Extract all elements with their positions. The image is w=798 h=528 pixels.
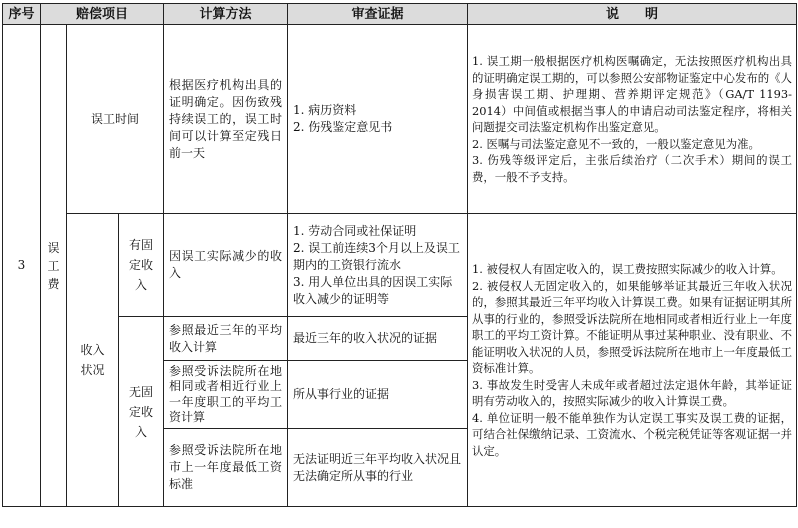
non-fixed-method-2-text: 参照受诉法院所在地相同或者相近行业上一年度职工的平均工资计算	[169, 363, 283, 424]
lost-time-note	[468, 25, 797, 214]
non-fixed-method-3	[164, 429, 288, 507]
non-fixed-evidence-2	[288, 361, 468, 429]
non-fixed-evidence-2-text: 所从事行业的证据	[293, 387, 390, 401]
fixed-income-evidence	[288, 214, 468, 317]
lost-time-method-text: 根据医疗机构出具的证明确定。因伤致残持续误工的，误工时间可以计算至定残日前一天	[169, 77, 283, 160]
lost-time-note-2: 2. 医嘱与司法鉴定意见不一致的，一般以鉴定意见为准。	[472, 136, 760, 151]
lost-time-row	[3, 25, 797, 214]
fixed-income-label-cell	[119, 214, 164, 317]
non-fixed-method-3-text: 参照受诉法院所在地市上一年度最低工资标准	[169, 443, 283, 491]
non-fixed-evidence-3-text: 无法证明近三年平均收入状况且无法确定所从事的行业	[293, 451, 462, 483]
header-evidence: 审查证据	[288, 4, 468, 25]
header-method: 计算方法	[164, 4, 288, 25]
income-note	[468, 214, 797, 507]
lost-time-evidence	[288, 25, 468, 214]
compensation-table	[2, 3, 797, 507]
header-row	[3, 4, 797, 25]
fixed-income-method	[164, 214, 288, 317]
income-label: 收入状况	[80, 343, 105, 377]
header-item: 赔偿项目	[41, 4, 164, 25]
fixed-income-row	[3, 214, 797, 317]
seq-cell	[3, 25, 41, 507]
header-note: 说 明	[468, 4, 797, 25]
non-fixed-evidence-3	[288, 429, 468, 507]
fixed-income-method-text: 因误工实际减少的收入	[169, 249, 283, 280]
lost-time-evidence-2: 2. 伤残鉴定意见书	[293, 120, 393, 134]
fixed-income-label: 有固定收入	[128, 238, 153, 292]
fixed-income-evidence-3: 3. 用人单位出具的因误工实际收入减少的证明等	[293, 274, 453, 306]
income-note-3: 3. 事故发生时受害人未成年或者超过法定退休年龄，其举证证明有劳动收入的，按照实际减少的收入计算误工费。	[472, 377, 793, 408]
lost-time-method	[164, 25, 288, 214]
non-fixed-method-1	[164, 317, 288, 361]
non-fixed-method-2	[164, 361, 288, 429]
income-note-1: 1. 被侵权人有固定收入的，误工费按照实际减少的收入计算。	[472, 262, 783, 276]
non-fixed-evidence-1	[288, 317, 468, 361]
fixed-income-evidence-2: 2. 误工前连续3个月以上及误工期内的工资银行流水	[293, 240, 460, 272]
item-label: 误工费	[47, 240, 60, 291]
fixed-income-evidence-1: 1. 劳动合同或社保证明	[293, 223, 417, 238]
income-note-4: 4. 单位证明一般不能单独作为认定误工事实及误工费的证据，可结合社保缴纳记录、工资流水、个税完税凭证等客观证据一并认定。	[472, 410, 793, 458]
header-seq: 序号	[3, 4, 41, 25]
income-label-cell	[67, 214, 119, 507]
lost-time-label: 误工时间	[91, 111, 140, 126]
lost-time-label-cell	[67, 25, 164, 214]
item-cell	[41, 25, 67, 507]
income-note-2: 2. 被侵权人无固定收入的，如果能够举证其最近三年收入状况的，参照其最近三年平均收入计算误工费。如果有证据证明其所从事的行业的，参照受诉法院所在地相同或者相近行业上一年度职工的平均工资计算。不能证明从事过某种职业、没有职业、不能证明收入状况的人员，参照受诉法院所在地市上一年度最低工资标准计算。	[472, 278, 793, 375]
non-fixed-evidence-1-text: 最近三年的收入状况的证据	[293, 331, 438, 345]
non-fixed-label: 无固定收入	[128, 384, 153, 439]
seq-number: 3	[17, 258, 26, 272]
lost-time-note-1: 1. 误工期一般根据医疗机构医嘱确定，无法按照医疗机构出具的证明确定误工期的，可以参照公安部物证鉴定中心发布的《人身损害误工期、护理期、营养期评定规范》（GA/T 1193-2014）中间值或根据当事人的申请启动司法鉴定程序，将相关问题提交司法鉴定机构作出鉴定意见。	[472, 54, 793, 134]
non-fixed-method-1-text: 参照最近三年的平均收入计算	[169, 322, 283, 354]
non-fixed-label-cell	[119, 317, 164, 507]
lost-time-evidence-1: 1. 病历资料	[293, 103, 357, 117]
lost-time-note-3: 3. 伤残等级评定后，主张后续治疗（二次手术）期间的误工费，一般不予支持。	[472, 153, 793, 184]
